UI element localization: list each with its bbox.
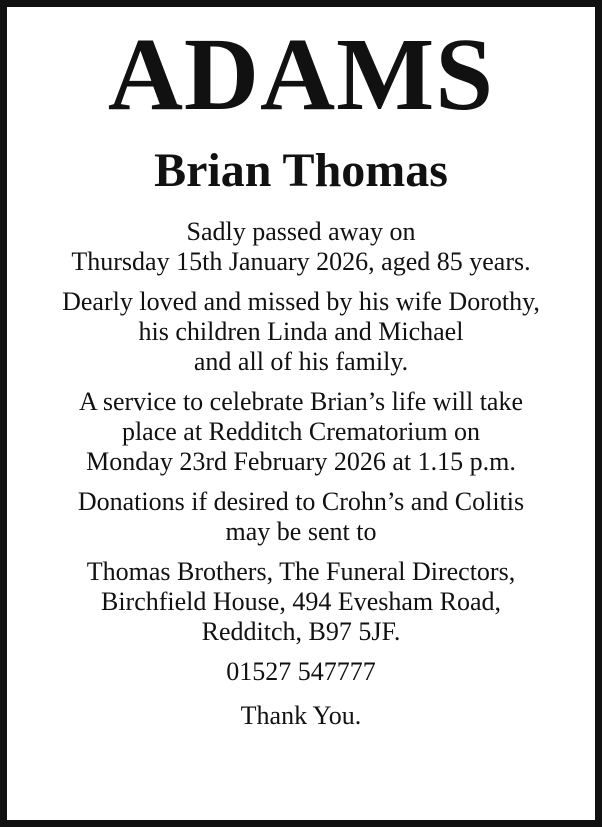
phone-number: 01527 547777 (226, 657, 376, 686)
surname-heading: ADAMS (107, 17, 495, 132)
service-paragraph (13, 387, 589, 477)
text-line: A service to celebrate Brian’s life will take (79, 387, 523, 416)
text-line: Sadly passed away on (186, 217, 416, 246)
address-paragraph (13, 557, 589, 647)
text-line: Redditch, B97 5JF. (201, 617, 401, 646)
text-line: his children Linda and Michael (138, 317, 464, 346)
text-line: place at Redditch Crematorium on (121, 417, 481, 446)
thank-you-text: Thank You. (240, 701, 362, 730)
text-line: Dearly loved and missed by his wife Dorothy, (62, 287, 540, 316)
text-line: Birchfield House, 494 Evesham Road, (100, 587, 502, 616)
text-line: Thomas Brothers, The Funeral Directors, (86, 557, 516, 586)
donations-paragraph (13, 487, 589, 547)
passed-away-paragraph (13, 217, 589, 277)
text-line: Donations if desired to Crohn’s and Colitis (77, 487, 525, 516)
text-line: Thursday 15th January 2026, aged 85 years. (71, 247, 531, 276)
family-paragraph (13, 287, 589, 377)
text-line: and all of his family. (193, 347, 409, 376)
text-line: may be sent to (225, 517, 377, 546)
text-line: Monday 23rd February 2026 at 1.15 p.m. (86, 447, 516, 476)
forenames-heading: Brian Thomas (154, 144, 448, 197)
